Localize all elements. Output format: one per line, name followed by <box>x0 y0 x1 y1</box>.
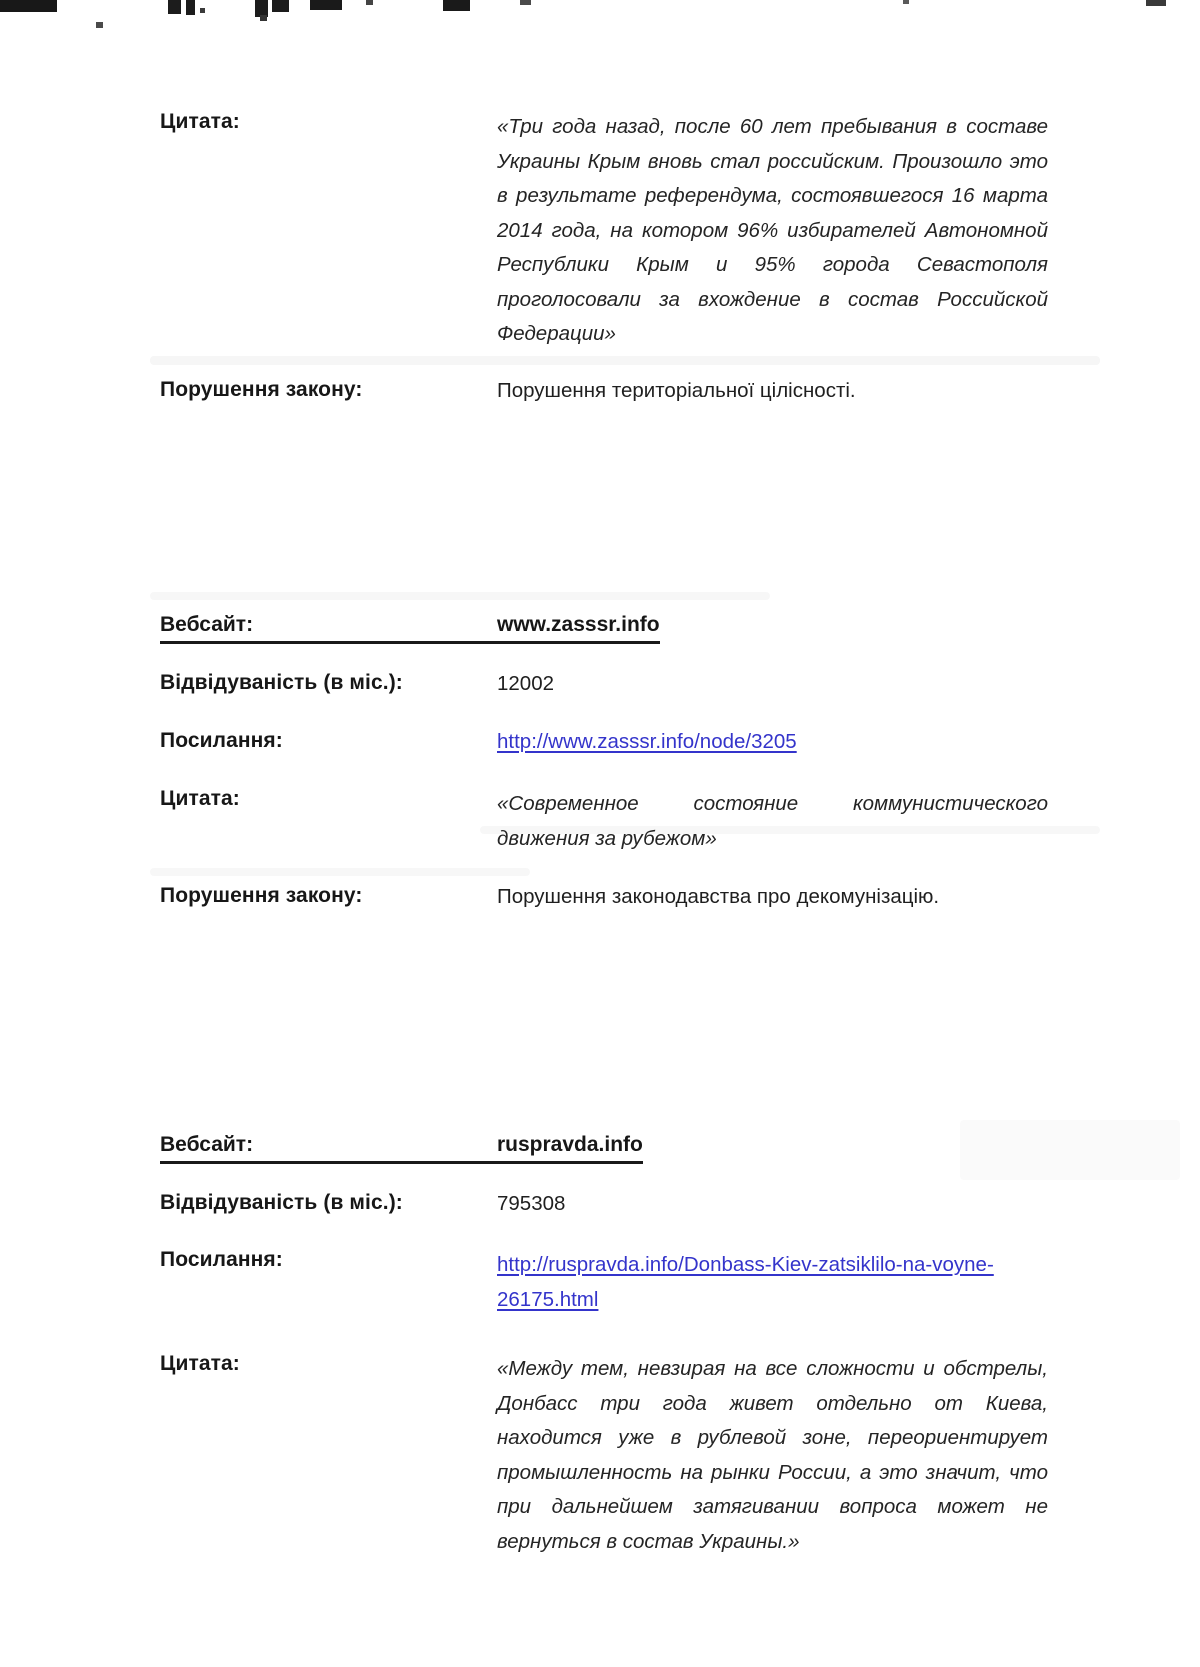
ruspravda-hyperlink[interactable]: http://ruspravda.info/Donbass-Kiev-zatsiklilo-na-voyne-26175.html <box>497 1253 994 1311</box>
scan-artifact-mark <box>186 0 195 15</box>
scan-noise-band <box>150 868 530 876</box>
scan-noise-band <box>150 356 1100 365</box>
quote-label: Цитата: <box>160 787 240 810</box>
visits-label: Відвідуваність (в міс.): <box>160 671 403 694</box>
website-underlined-heading <box>160 613 660 644</box>
violation-label: Порушення закону: <box>160 884 363 907</box>
link-row-zasssr <box>160 729 1050 755</box>
website-row-ruspravda <box>160 1133 1050 1164</box>
link-row-ruspravda <box>160 1248 1050 1317</box>
quote-row-zasssr <box>160 787 1050 856</box>
zasssr-hyperlink[interactable]: http://www.zasssr.info/node/3205 <box>497 730 797 753</box>
quote-text: «Между тем, невзирая на все сложности и обстрелы, Донбасс три года живет отдельно от Киева, находится уже в рублевой зоне, переориентирует промышленность на рынки России, а это значит, что при дальнейшем затягивании вопроса может не вернуться в состав Украины.» <box>497 1357 1048 1553</box>
visits-value: 795308 <box>497 1192 566 1215</box>
scan-artifact-mark <box>443 0 470 11</box>
quote-text: «Три года назад, после 60 лет пребывания в составе Украины Крым вновь стал российским. Произошло это в результате референдума, состоявшегося 16 марта 2014 года, на котором 96% избирателей Автономной Республики Крым и 95% города Севастополя проголосовали за вхождение в состав Российской Федерации» <box>497 115 1048 345</box>
scan-artifact-mark <box>1146 0 1166 6</box>
website-name: ruspravda.info <box>497 1133 643 1156</box>
website-label: Вебсайт: <box>160 1133 254 1156</box>
violation-text: Порушення законодавства про декомунізацію. <box>497 885 940 908</box>
quote-text: «Современное состояние коммунистического движения за рубежом» <box>497 792 1048 850</box>
website-label: Вебсайт: <box>160 613 254 636</box>
violation-row-prev <box>160 378 1050 404</box>
scan-artifact-mark <box>260 15 267 21</box>
link-label: Посилання: <box>160 1248 283 1271</box>
website-underlined-heading <box>160 1133 643 1164</box>
scan-artifact-mark <box>903 0 909 4</box>
visits-row-ruspravda <box>160 1191 1050 1217</box>
violation-label: Порушення закону: <box>160 378 363 401</box>
scan-artifact-mark <box>366 0 373 5</box>
scan-artifact-mark <box>168 0 181 14</box>
scan-artifact-mark <box>520 0 531 5</box>
scan-artifact-mark <box>200 8 205 13</box>
link-label: Посилання: <box>160 729 283 752</box>
visits-row-zasssr <box>160 671 1050 697</box>
quote-label: Цитата: <box>160 110 240 133</box>
quote-row-ruspravda <box>160 1352 1050 1559</box>
scan-noise-band <box>150 592 770 600</box>
website-name: www.zasssr.info <box>497 613 660 636</box>
quote-row-prev <box>160 110 1050 352</box>
scan-artifact-mark <box>0 0 57 12</box>
scan-artifact-mark <box>96 22 103 28</box>
website-row-zasssr <box>160 613 1050 644</box>
scan-artifact-mark <box>272 0 289 12</box>
scan-artifact-mark <box>310 0 342 10</box>
quote-label: Цитата: <box>160 1352 240 1375</box>
visits-value: 12002 <box>497 672 555 695</box>
violation-text: Порушення територіальної цілісності. <box>497 379 856 402</box>
visits-label: Відвідуваність (в міс.): <box>160 1191 403 1214</box>
violation-row-zasssr <box>160 884 1050 910</box>
